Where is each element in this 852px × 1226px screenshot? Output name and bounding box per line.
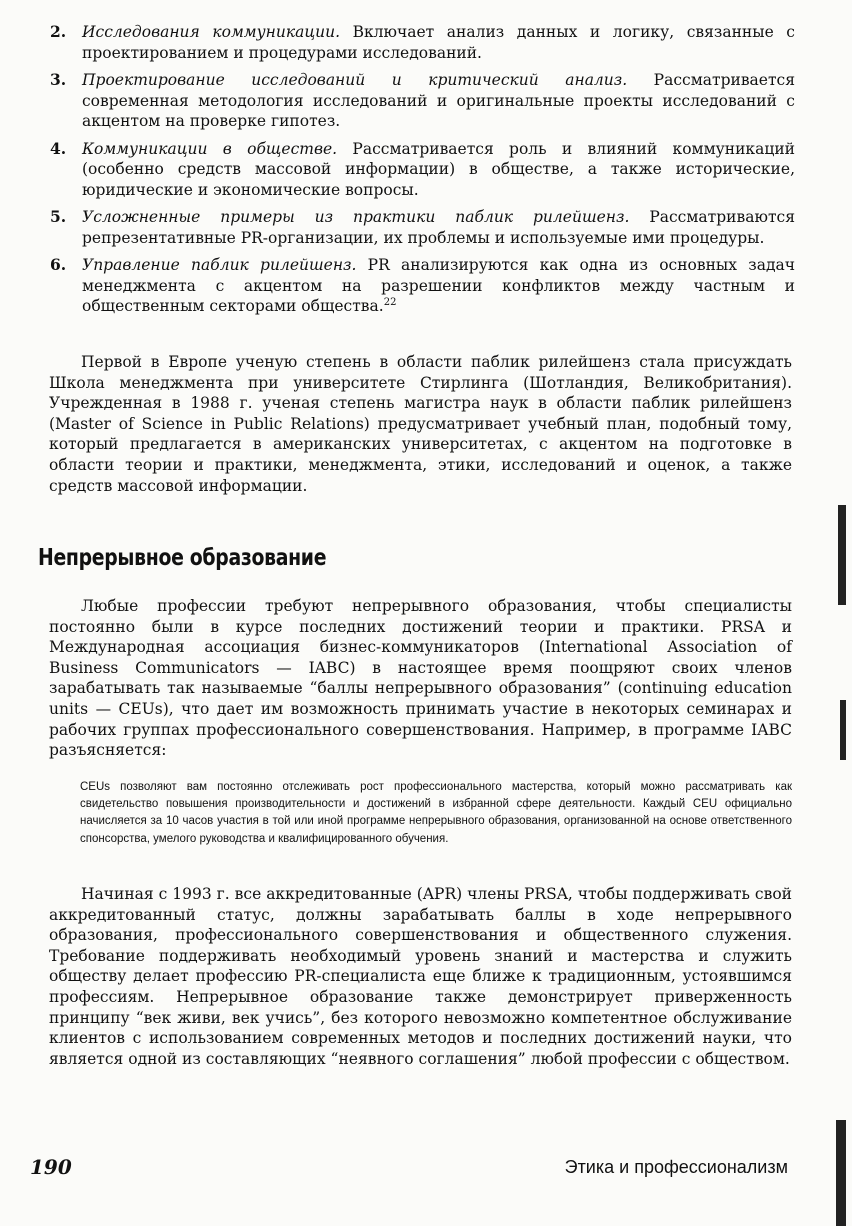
paragraph-accreditation: Начиная с 1993 г. все аккредитованные (APR) члены PRSA, чтобы поддерживать свой аккредитованный статус, должны зарабатывать баллы в ходе непрерывного образования, профессионального совершенствования и общественного служения. Требование поддерживать необходимый уровень знаний и мастерства и служить обществу делает профессию PR-специалиста еще ближе к традиционным, устоявшимся профессиям. Непрерывное образование также демонстрирует приверженность принципу “век живи, век учись”, без которого невозможно компетентное обслуживание клиентов с использованием современных методов и последних достижений науки, что является одной из составляющих “неявного соглашения” любой профессии с обществом. (49, 885, 792, 1068)
item-text: Рассматривается роль и влияний коммуникаций (особенно средств массовой информации) в обществе, а также исторические, юридические и экономические вопросы. (82, 139, 795, 199)
item-text: Рассматривается современная методология исследований и оригинальные проекты исследований с акцентом на проверке гипотез. (82, 71, 795, 130)
item-text: Включает анализ данных и логику, связанные с проектированием и процедурами исследований. (82, 23, 795, 62)
list-item (50, 22, 795, 63)
item-number: 6. (50, 255, 67, 274)
item-title: Проектирование исследований и критический анализ. (82, 71, 628, 89)
list-item (50, 255, 795, 317)
scan-edge-shadow (838, 505, 846, 605)
item-title: Исследования коммуникации. (82, 23, 341, 41)
running-title: Этика и профессионализм (564, 1157, 788, 1177)
item-text: PR анализируются как одна из основных задач менеджмента с акцентом на разрешении конфликтов между частным и общественным секторами общества. (82, 256, 795, 315)
item-number: 2. (50, 22, 67, 41)
scan-edge-shadow (840, 700, 846, 760)
item-title: Управление паблик рилейшенз. (82, 256, 357, 274)
paragraph-stirling: Первой в Европе ученую степень в области паблик рилейшенз стала присуждать Школа менеджмента при университете Стирлинга (Шотландия, Великобритания). Учрежденная в 1988 г. ученая степень магистра наук в области паблик рилейшенз (Master of Science in Public Relations) предусматривает учебный план, подобный тому, который предлагается в американских университетах, с акцентом на подготовке в области теории и практики, менеджмента, этики, исследований и оценок, а также средств массовой информации. (49, 353, 792, 495)
section-heading: Непрерывное образование (38, 545, 327, 571)
footnote-ref: 22 (383, 296, 397, 308)
course-list (50, 22, 795, 324)
list-item (50, 207, 795, 248)
page-number: 190 (30, 1155, 72, 1179)
item-number: 3. (50, 70, 67, 89)
iabc-quote: CEUs позволяют вам постоянно отслеживать рост профессионального мастерства, который можно рассматривать как свидетельство повышения производительности и достижений в избранной сфере деятельности. Каждый CEU официально начисляется за 10 часов участия в той или иной программе непрерывного образования, организованной на основе ответственного спонсорства, умелого руководства и квалифицированного обучения. (80, 781, 792, 845)
item-text: Рассматриваются репрезентативные PR-организации, их проблемы и используемые ими процедуры. (82, 208, 795, 247)
item-number: 4. (50, 138, 67, 158)
list-item (50, 70, 795, 132)
scan-edge-shadow (836, 1120, 846, 1226)
item-number: 5. (50, 207, 67, 226)
paragraph-continuing-education: Любые профессии требуют непрерывного образования, чтобы специалисты постоянно были в курсе последних достижений теории и практики. PRSA и Международная ассоциация бизнес-коммуникаторов (International Association of Business Communicators — IABC) в настоящее время поощряют своих членов зарабатывать так называемые “баллы непрерывного образования” (continuing education units — CEUs), что дает им возможность принимать участие в некоторых семинарах и рабочих группах профессионального совершенствования. Например, в программе IABC разъясняется: (49, 597, 792, 760)
list-item (50, 139, 795, 201)
item-title: Коммуникации в обществе. (82, 139, 338, 158)
item-title: Усложненные примеры из практики паблик рилейшенз. (82, 208, 630, 226)
